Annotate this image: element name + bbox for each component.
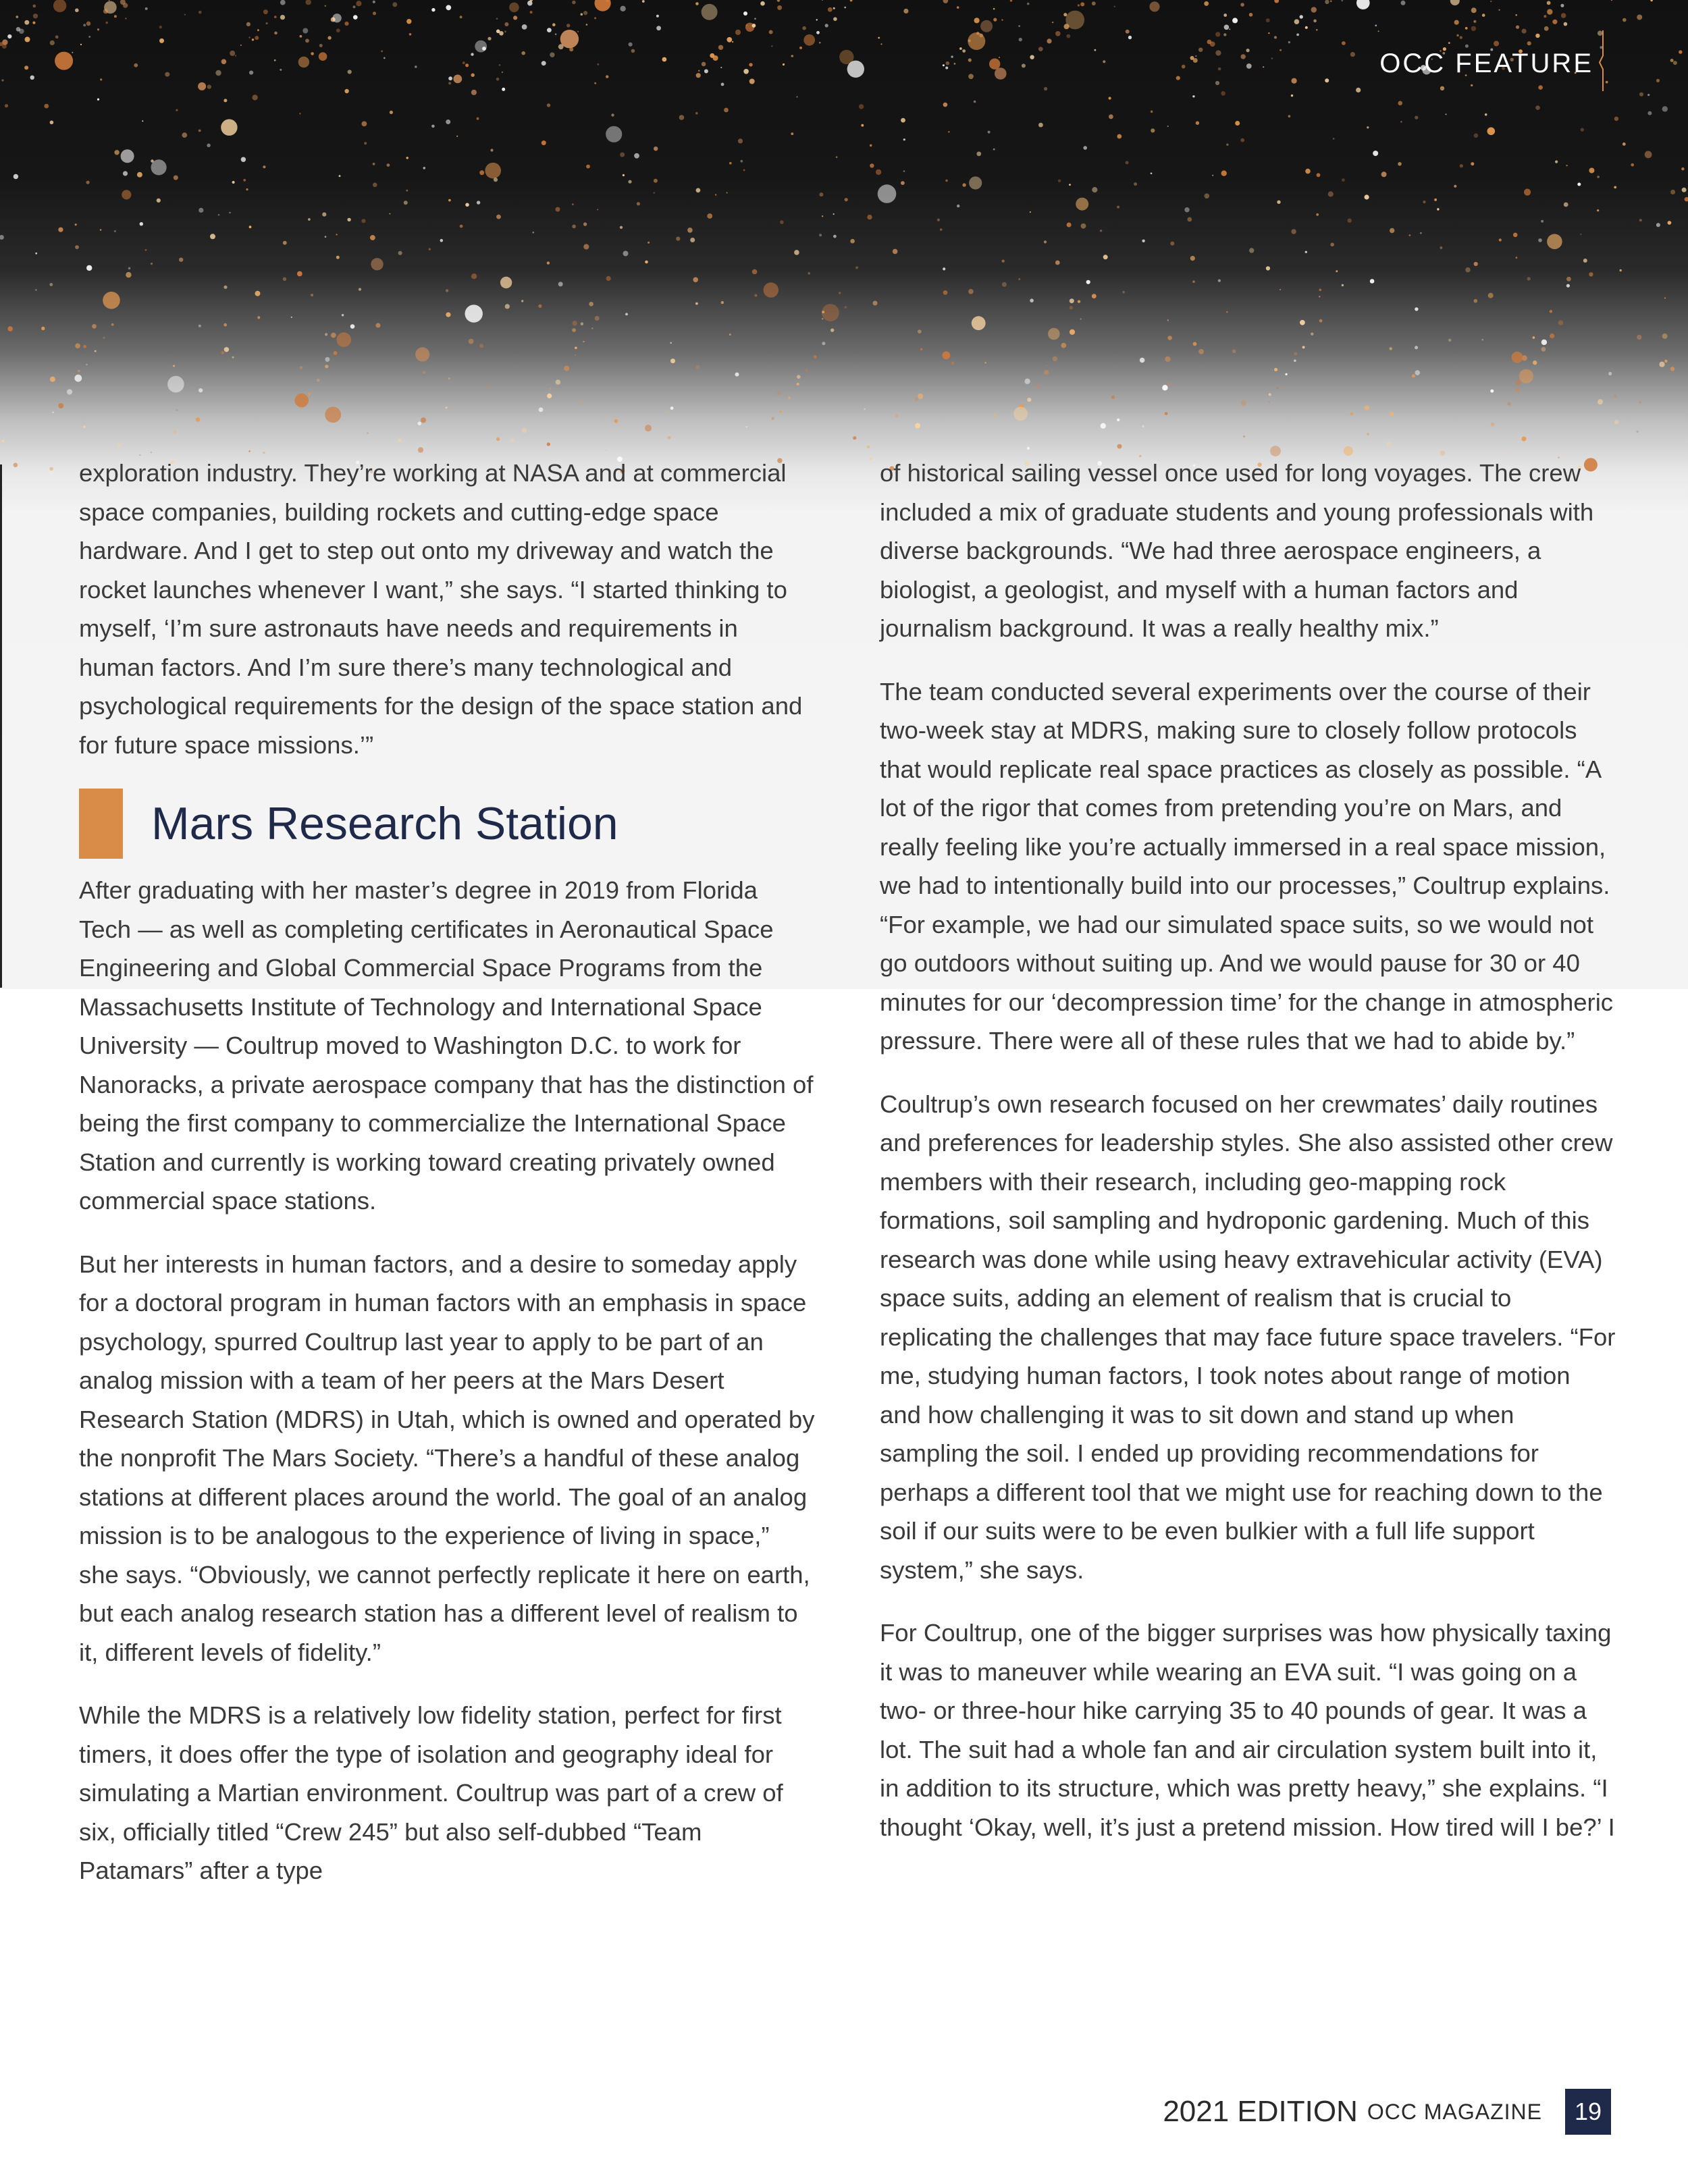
heading-accent-bar (79, 789, 123, 859)
paragraph: While the MDRS is a relatively low fidelity station, perfect for first timers, it does offer the type of isolation and geography ideal for simulating a Martian environment. Coultrup was part of a crew of six, officially titled “Crew 245” but also self-dubbed “Team Patamars” after a type (79, 1701, 783, 1884)
article-column-left (79, 454, 815, 1915)
paragraph: Coultrup’s own research focused on her crewmates’ daily routines and preferences for leadership styles. She also assisted other crew members with their research, including geo-mapping rock formations, soil sampling and hydroponic gardening. Much of this research was done while using heavy extravehicular activity (EVA) space suits, adding an element of realism that is crucial to replicating the challenges that may face future space travelers. “For me, studying human factors, I took notes about range of motion and how challenging it was to sit down and stand up when sampling the soil. I ended up providing recommendations for perhaps a different tool that we might use for reaching down to the soil if our suits were to be even bulkier with a full life support system,” she says. (880, 1090, 1616, 1584)
page-footer (1163, 2087, 1611, 2136)
paragraph: of historical sailing vessel once used for long voyages. The crew included a mix of graduate students and young professionals with diverse backgrounds. “We had three aerospace engineers, a biologist, a geologist, and myself with a human factors and journalism background. It was a really healthy mix.” (880, 459, 1594, 642)
page-number: 19 (1565, 2089, 1611, 2135)
section-bracket-icon (1599, 0, 1606, 122)
paragraph: For Coultrup, one of the bigger surprises was how physically taxing it was to maneuver while wearing an EVA suit. “I was going on a two- or three-hour hike carrying 35 to 40 pounds of gear. It was a lot. The suit had a whole fan and air circulation system built into it, in addition to its structure, which was pretty heavy,” she explains. “I thought ‘Okay, well, it’s just a pretend mission. How tired will I be?’ I (880, 1619, 1615, 1841)
paragraph: After graduating with her master’s degree in 2019 from Florida Tech — as well as completing certificates in Aeronautical Space Engineering and Global Commercial Space Programs from the Massachusetts Institute of Technology and International Space University — Coultrup moved to Washington D.C. to work for Nanoracks, a private aerospace company that has the distinction of being the first company to commercialize the International Space Station and currently is working toward creating privately owned commercial space stations. (79, 876, 814, 1215)
heading-title: Mars Research Station (151, 798, 618, 849)
footer-edition: 2021 EDITION (1163, 2095, 1358, 2128)
left-margin-rule (0, 464, 2, 988)
paragraph: But her interests in human factors, and a desire to someday apply for a doctoral program in human factors with an emphasis in space psychology, spurred Coultrup last year to apply to be part of an analog mission with a team of her peers at the Mars Desert Research Station (MDRS) in Utah, which is owned and operated by the nonprofit The Mars Society. “There’s a handful of these analog stations at different places around the world. The goal of an analog mission is to be analogous to the experience of living in space,” she says. “Obviously, we cannot perfectly replicate it here on earth, but each analog research station has a different level of realism to it, different levels of fidelity.” (79, 1250, 815, 1666)
paragraph: The team conducted several experiments over the course of their two-week stay at MDRS, making sure to closely follow protocols that would replicate real space practices as closely as possible. “A lot of the rigor that comes from pretending you’re on Mars, and really feeling like you’re actually immersed in a real space mission, we had to intentionally build into our processes,” Coultrup explains. “For example, we had our simulated space suits, so we would not go outdoors without suiting up. And we would pause for 30 or 40 minutes for our ‘decompression time’ for the change in atmospheric pressure. There were all of these rules that we had to abide by.” (880, 677, 1614, 1055)
section-heading (79, 789, 815, 859)
section-tag: OCC FEATURE (1379, 49, 1593, 78)
footer-magazine: OCC MAGAZINE (1367, 2099, 1542, 2124)
article-column-right (880, 454, 1616, 1871)
paragraph: exploration industry. They’re working at NASA and at commercial space companies, building rockets and cutting-edge space hardware. And I get to step out onto my driveway and watch the rocket launches whenever I want,” she says. “I started thinking to myself, ‘I’m sure astronauts have needs and requirements in human factors. And I’m sure there’s many technological and psychological requirements for the design of the space station and for future space missions.’” (79, 459, 803, 759)
